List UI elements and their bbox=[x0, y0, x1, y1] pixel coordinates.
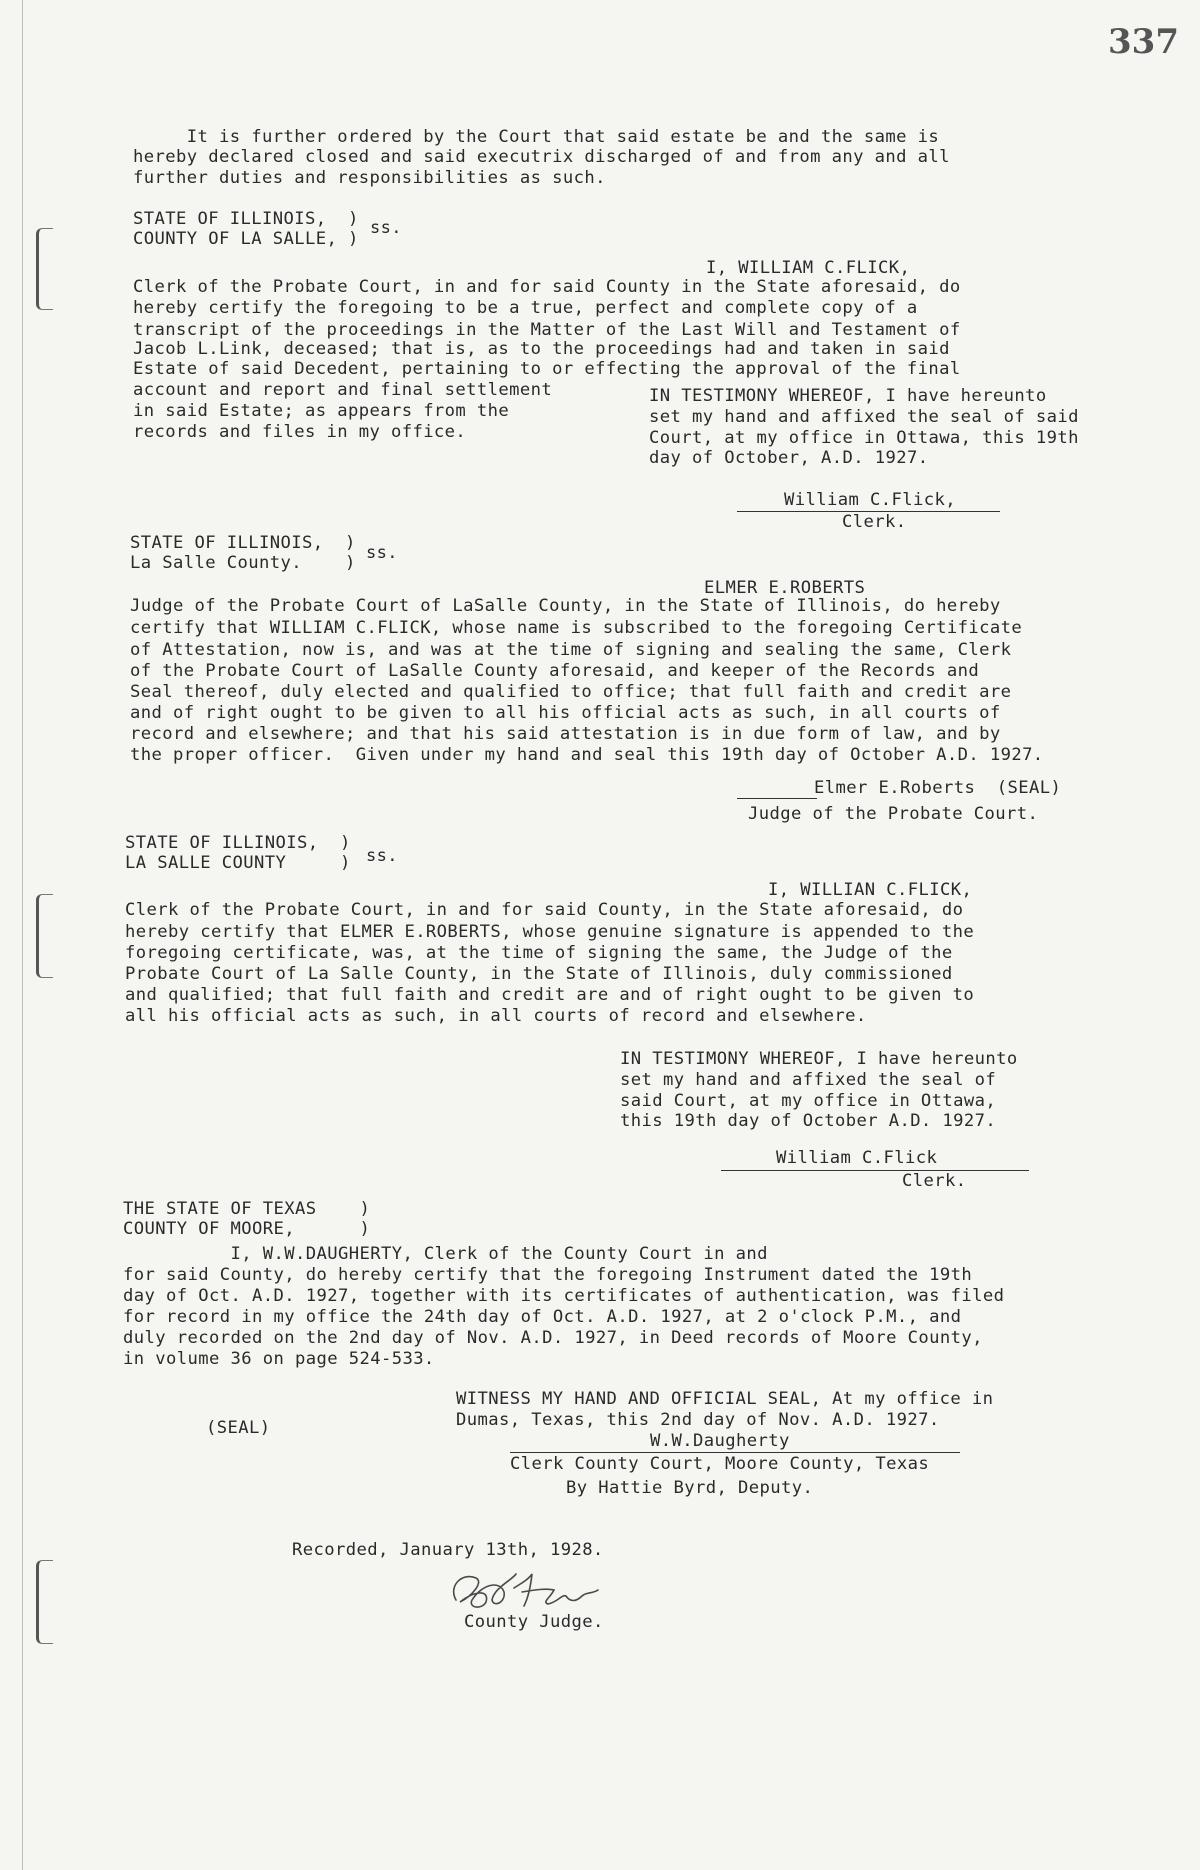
testimony-line: this 19th day of October A.D. 1927. bbox=[620, 1111, 997, 1131]
venue-state: STATE OF ILLINOIS, ) bbox=[130, 533, 356, 553]
deputy-line: By Hattie Byrd, Deputy. bbox=[566, 1478, 814, 1498]
county-judge-title: County Judge. bbox=[464, 1612, 604, 1632]
clerk-signature: W.W.Daugherty bbox=[650, 1431, 790, 1451]
venue-state: STATE OF ILLINOIS, ) bbox=[125, 833, 351, 853]
clerk-signature: William C.Flick bbox=[776, 1148, 938, 1168]
clerk-signature: William C.Flick, bbox=[784, 490, 956, 510]
text-line: hereby certify the foregoing to be a true, perfect and complete copy of a bbox=[133, 298, 918, 318]
venue-county: La Salle County. ) bbox=[130, 553, 356, 573]
text-line: record and elsewhere; and that his said attestation is in due form of law, and by bbox=[130, 724, 1001, 744]
ss-mark: ss. bbox=[370, 218, 402, 238]
seal-mark: (SEAL) bbox=[206, 1418, 271, 1438]
ss-mark: ss. bbox=[366, 846, 398, 866]
testimony-line: day of October, A.D. 1927. bbox=[649, 448, 929, 468]
judge-signature: Elmer E.Roberts (SEAL) bbox=[814, 778, 1062, 798]
text-line: transcript of the proceedings in the Matter of the Last Will and Testament of bbox=[133, 320, 961, 340]
punch-hole-mark bbox=[36, 228, 53, 310]
witness-line: Dumas, Texas, this 2nd day of Nov. A.D. 1927. bbox=[456, 1410, 940, 1430]
text-line: foregoing certificate, was, at the time of signing the same, the Judge of the bbox=[125, 943, 953, 963]
signature-line bbox=[721, 1170, 1029, 1171]
venue-county: LA SALLE COUNTY ) bbox=[125, 853, 351, 873]
text-line: Clerk of the Probate Court, in and for said County in the State aforesaid, do bbox=[133, 277, 961, 297]
clerk-title: Clerk. bbox=[842, 512, 907, 532]
clerk-title: Clerk County Court, Moore County, Texas bbox=[510, 1454, 930, 1474]
recorded-date: Recorded, January 13th, 1928. bbox=[292, 1540, 604, 1560]
text-line: of the Probate Court of LaSalle County aforesaid, and keeper of the Records and bbox=[130, 661, 980, 681]
text-line: in said Estate; as appears from the bbox=[133, 401, 510, 421]
judge-intro: ELMER E.ROBERTS bbox=[704, 578, 866, 598]
text-line: records and files in my office. bbox=[133, 422, 467, 442]
clerk-intro: I, WILLIAM C.FLICK, bbox=[706, 258, 911, 278]
clerk-title: Clerk. bbox=[902, 1171, 967, 1191]
clerk-intro: I, WILLIAN C.FLICK, bbox=[768, 880, 973, 900]
testimony-line: IN TESTIMONY WHEREOF, I have hereunto bbox=[620, 1049, 1018, 1069]
text-line: further duties and responsibilities as such. bbox=[133, 168, 606, 188]
text-line: the proper officer. Given under my hand and seal this 19th day of October A.D. 1927. bbox=[130, 745, 1044, 765]
ss-mark: ss. bbox=[366, 543, 398, 563]
text-line: Clerk of the Probate Court, in and for said County, in the State aforesaid, do bbox=[125, 900, 964, 920]
punch-hole-mark bbox=[36, 1560, 53, 1644]
text-line: Probate Court of La Salle County, in the State of Illinois, duly commissioned bbox=[125, 964, 953, 984]
page-number: 337 bbox=[1108, 22, 1179, 62]
signature-line bbox=[737, 798, 817, 799]
text-line: for said County, do hereby certify that the foregoing Instrument dated the 19th bbox=[123, 1265, 973, 1285]
venue-county: COUNTY OF MOORE, ) bbox=[123, 1219, 371, 1239]
text-line: Judge of the Probate Court of LaSalle County, in the State of Illinois, do hereby bbox=[130, 596, 1001, 616]
text-line: all his official acts as such, in all courts of record and elsewhere. bbox=[125, 1006, 867, 1026]
text-line: account and report and final settlement bbox=[133, 380, 553, 400]
page-edge-line bbox=[22, 0, 23, 1870]
text-line: hereby declared closed and said executrix discharged of and from any and all bbox=[133, 147, 950, 167]
judge-title: Judge of the Probate Court. bbox=[748, 804, 1039, 824]
text-line: Jacob L.Link, deceased; that is, as to the proceedings had and taken in said bbox=[133, 339, 950, 359]
venue-county: COUNTY OF LA SALLE, ) bbox=[133, 229, 359, 249]
text-line: in volume 36 on page 524-533. bbox=[123, 1349, 435, 1369]
text-line: Estate of said Decedent, pertaining to or effecting the approval of the final bbox=[133, 359, 961, 379]
text-line: and of right ought to be given to all his official acts as such, in all courts of bbox=[130, 703, 1001, 723]
testimony-line: set my hand and affixed the seal of said bbox=[649, 407, 1079, 427]
text-line: hereby certify that ELMER E.ROBERTS, whose genuine signature is appended to the bbox=[125, 922, 975, 942]
text-line: for record in my office the 24th day of Oct. A.D. 1927, at 2 o'clock P.M., and bbox=[123, 1307, 962, 1327]
testimony-line: IN TESTIMONY WHEREOF, I have hereunto bbox=[649, 386, 1047, 406]
text-line: of Attestation, now is, and was at the time of signing and sealing the same, Clerk bbox=[130, 640, 1012, 660]
venue-state: THE STATE OF TEXAS ) bbox=[123, 1199, 371, 1219]
text-line: and qualified; that full faith and credit are and of right ought to be given to bbox=[125, 985, 975, 1005]
signature-line bbox=[510, 1452, 960, 1453]
punch-hole-mark bbox=[36, 894, 53, 978]
venue-state: STATE OF ILLINOIS, ) bbox=[133, 209, 359, 229]
testimony-line: said Court, at my office in Ottawa, bbox=[620, 1091, 997, 1111]
text-line: certify that WILLIAM C.FLICK, whose name is subscribed to the foregoing Certificate bbox=[130, 618, 1023, 638]
text-line: day of Oct. A.D. 1927, together with its certificates of authentication, was filed bbox=[123, 1286, 1005, 1306]
testimony-line: Court, at my office in Ottawa, this 19th bbox=[649, 428, 1079, 448]
text-line: It is further ordered by the Court that said estate be and the same is bbox=[133, 127, 940, 147]
text-line: Seal thereof, duly elected and qualified to office; that full faith and credit are bbox=[130, 682, 1012, 702]
text-line: duly recorded on the 2nd day of Nov. A.D. 1927, in Deed records of Moore County, bbox=[123, 1328, 983, 1348]
text-line: I, W.W.DAUGHERTY, Clerk of the County Court in and bbox=[123, 1244, 768, 1264]
testimony-line: set my hand and affixed the seal of bbox=[620, 1070, 997, 1090]
witness-line: WITNESS MY HAND AND OFFICIAL SEAL, At my office in bbox=[456, 1389, 994, 1409]
